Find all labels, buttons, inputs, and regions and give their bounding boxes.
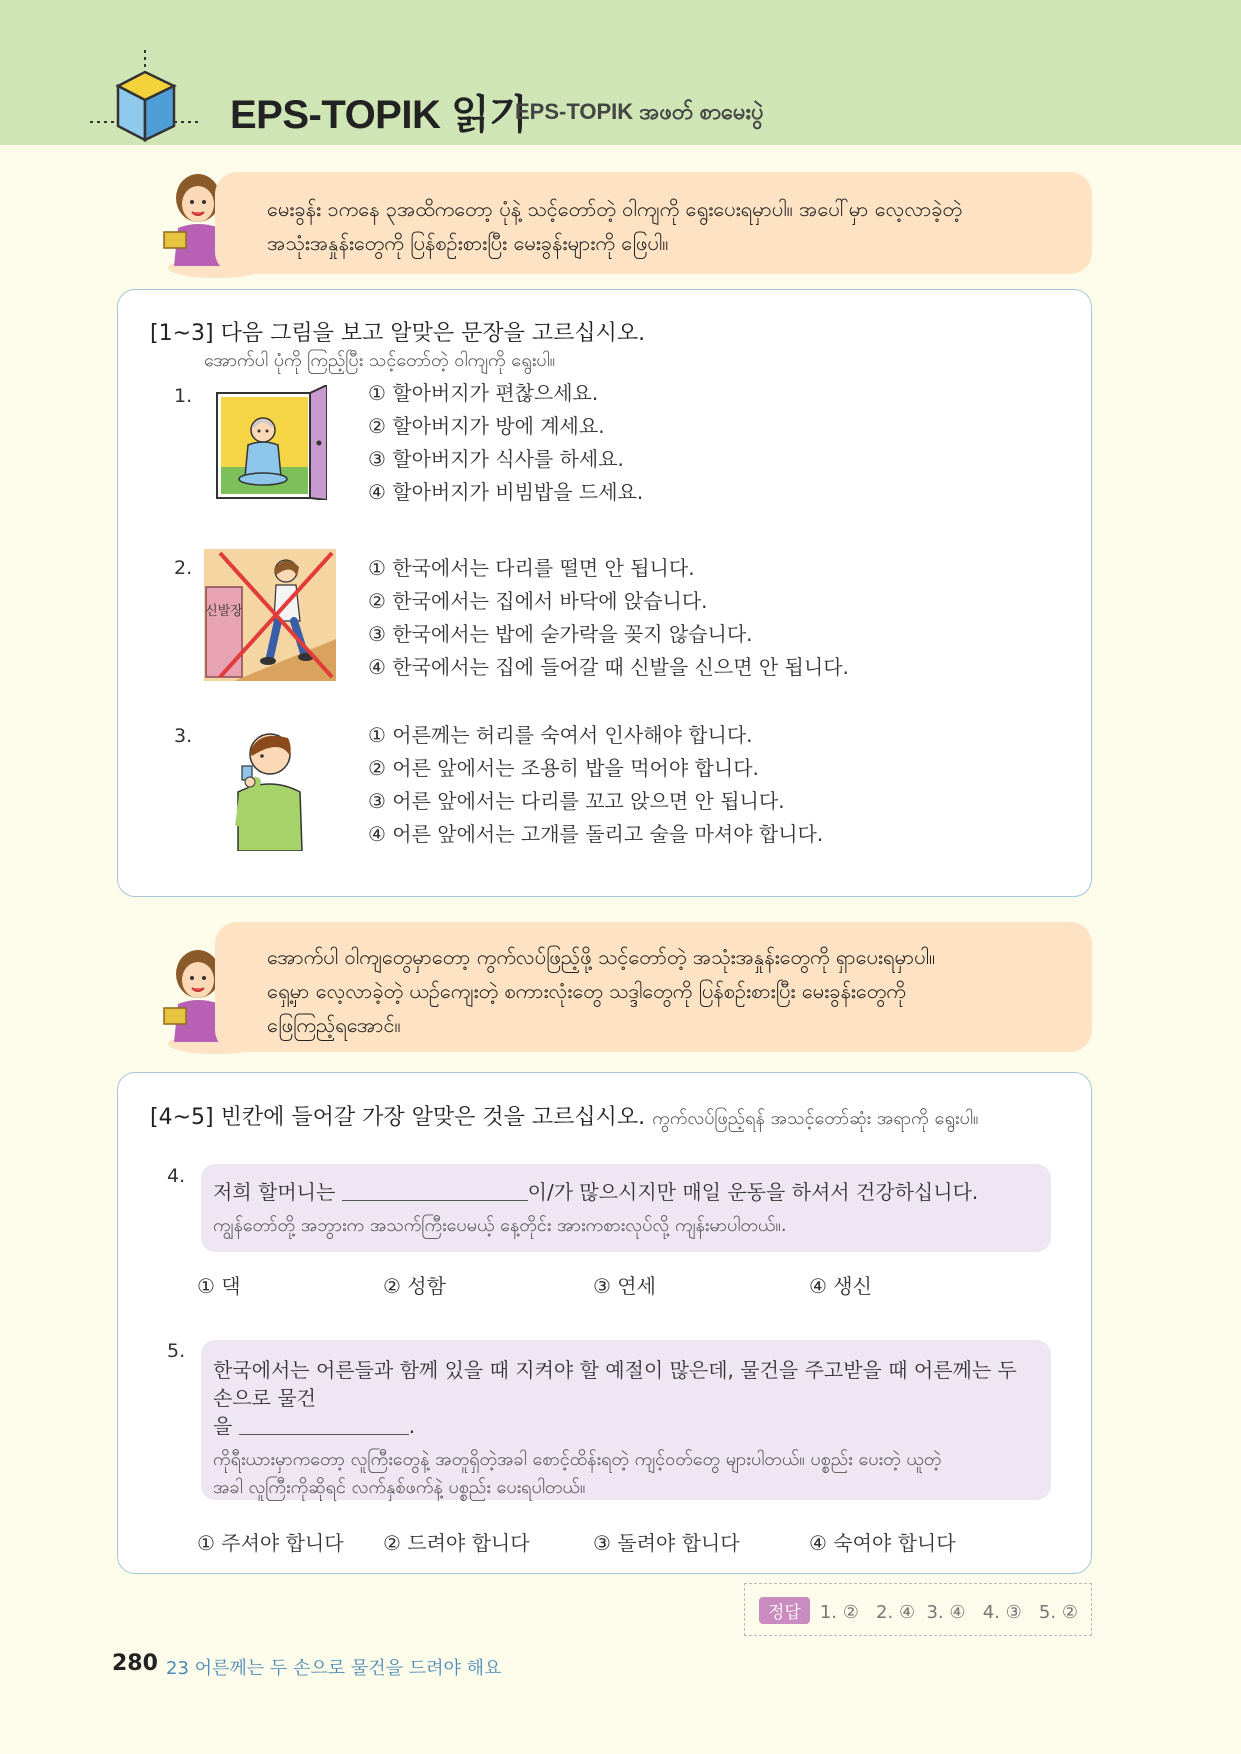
cube-icon [90,50,200,150]
q4-choice-2[interactable]: ② 성함 [383,1274,446,1298]
q5-choice-1[interactable]: ① 주셔야 합니다 [197,1531,344,1555]
q5-choice-3[interactable]: ③ 돌려야 합니다 [593,1531,740,1555]
chapter-title: 23 어른께는 두 손으로 물건을 드려야 해요 [166,1658,502,1679]
intro-bubble-1 [215,172,1092,274]
question-4-passage [201,1164,1051,1252]
intro-2-line-3: ဖြေကြည့်ရအောင်။ [267,1013,401,1037]
question-2-number: 2. [174,557,193,579]
option-item[interactable]: ③ 어른 앞에서는 다리를 꼬고 앉으면 안 됩니다. [368,789,785,813]
option-item[interactable]: ② 한국에서는 집에서 바닥에 앉습니다. [368,589,708,613]
intro-2-line-2: ရှေ့မှာ လေ့လာခဲ့တဲ့ ယဉ်ကျေးတဲ့ စကားလုံးတွေ သဒ္ဒါတွေကို ပြန်စဉ်းစားပြီး မေးခွန်းတွေကို [267,979,906,1003]
intro-2-line-1: အောက်ပါ ဝါကျတွေမှာတော့ ကွက်လပ်ဖြည့်ဖို့ သင့်တော်တဲ့ အသုံးအနှုန်းတွေကို ရှာပေးရမှာပါ။ [267,945,936,969]
answer-key-text: 1. ② 2. ④ 3. ④ 4. ③ 5. ② [819,1602,1078,1623]
option-item[interactable]: ① 한국에서는 다리를 떨면 안 됩니다. [368,556,695,580]
q5-line-1: 한국에서는 어른들과 함께 있을 때 지켜야 할 예절이 많은데, 물건을 주고받을 때 어른께는 두 손으로 물건 [213,1358,1017,1410]
option-item[interactable]: ③ 한국에서는 밥에 숟가락을 꽂지 않습니다. [368,622,753,646]
q4-text-before: 저희 할머니는 [213,1180,336,1204]
intro-1-line-1: မေးခွန်း ၁ကနေ ၃အထိကတော့ ပုံနဲ့ သင့်တော်တဲ့ ဝါကျကို ရွေးပေးရမှာပါ။ အပေါ်မှာ လေ့လာခဲ့တဲ့ [267,197,963,221]
intro-1-line-2: အသုံးအနှုန်းတွေကို ပြန်စဉ်းစားပြီး မေးခွန်းများကို ဖြေပါ။ [267,231,669,255]
question-3-options [368,719,823,851]
option-item[interactable]: ④ 어른 앞에서는 고개를 돌리고 술을 마셔야 합니다. [368,822,824,846]
header-band [0,0,1241,145]
page-number: 280 [112,1651,158,1676]
question-1-number: 1. [174,385,193,407]
question-3-number: 3. [174,725,193,747]
q5-translation-1: ကိုရီးယားမှာကတော့ လူကြီးတွေနဲ့ အတူရှိတဲ့အခါ စောင့်ထိန်းရတဲ့ ကျင့်ဝတ်တွေ များပါတယ်။ ပစ္စည်း ပေးတဲ့ ယူတဲ့ [213,1449,942,1470]
question-2-options [368,552,849,684]
page-subtitle: EPS-TOPIK အဖတ် စာမေးပွဲ [515,99,764,124]
q4-translation: ကျွန်တော်တို့ အဘွားက အသက်ကြီးပေမယ့် နေ့တိုင်း အားကစားလုပ်လို့ ကျန်းမာပါတယ်။. [213,1215,787,1236]
question-4-number: 4. [167,1165,186,1187]
option-item[interactable]: ② 어른 앞에서는 조용히 밥을 먹어야 합니다. [368,756,759,780]
option-item[interactable]: ① 할아버지가 편찮으세요. [368,381,599,405]
grandfather-in-room-picture [215,385,327,500]
section-2-heading-korean: [4~5] 빈칸에 들어갈 가장 알맞은 것을 고르십시오. [150,1105,646,1130]
section-2-heading [150,1100,978,1133]
intro-bubble-2 [215,922,1092,1052]
q5-line-2-before: 을 [213,1414,233,1438]
answer-key [744,1583,1092,1636]
section-2-heading-translation: ကွက်လပ်ဖြည့်ရန် အသင့်တော်ဆုံး အရာကို ရွေးပါ။ [652,1108,979,1129]
section-1-heading: [1~3] 다음 그림을 보고 알맞은 문장을 고르십시오. [150,321,646,346]
q5-choice-4[interactable]: ④ 숙여야 합니다 [809,1531,956,1555]
q4-choice-4[interactable]: ④ 생신 [809,1274,872,1298]
q4-choice-3[interactable]: ③ 연세 [593,1274,656,1298]
section-1-heading-translation: အောက်ပါ ပုံကို ကြည့်ပြီး သင့်တော်တဲ့ ဝါကျကို ရွေးပါ။ [204,350,556,371]
answer-key-label: 정답 [759,1597,810,1624]
q5-translation-2: အခါ လူကြီးကိုဆိုရင် လက်နှစ်ဖက်နဲ့ ပစ္စည်း ပေးရပါတယ်။ [213,1477,586,1498]
option-item[interactable]: ② 할아버지가 방에 계세요. [368,414,605,438]
q4-blank [342,1181,528,1201]
question-5-passage [201,1340,1051,1500]
shoe-cabinet-sign: 신발장 [205,604,243,619]
no-shoes-indoors-picture [204,549,336,681]
q4-choice-1[interactable]: ① 댁 [197,1274,241,1298]
man-drinking-turned-head-picture [230,726,310,851]
option-item[interactable]: ① 어른께는 허리를 숙여서 인사해야 합니다. [368,723,753,747]
page-title: EPS-TOPIK 읽기 [230,93,528,137]
option-item[interactable]: ④ 할아버지가 비빔밥을 드세요. [368,480,644,504]
question-1-options [368,377,643,509]
option-item[interactable]: ③ 할아버지가 식사를 하세요. [368,447,624,471]
q5-line-2-after: . [408,1414,416,1438]
q5-choice-2[interactable]: ② 드려야 합니다 [383,1531,530,1555]
q4-text-after: 이/가 많으시지만 매일 운동을 하셔서 건강하십니다. [527,1180,979,1204]
option-item[interactable]: ④ 한국에서는 집에 들어갈 때 신발을 신으면 안 됩니다. [368,655,849,679]
q5-blank [239,1415,409,1435]
question-5-number: 5. [167,1340,186,1362]
